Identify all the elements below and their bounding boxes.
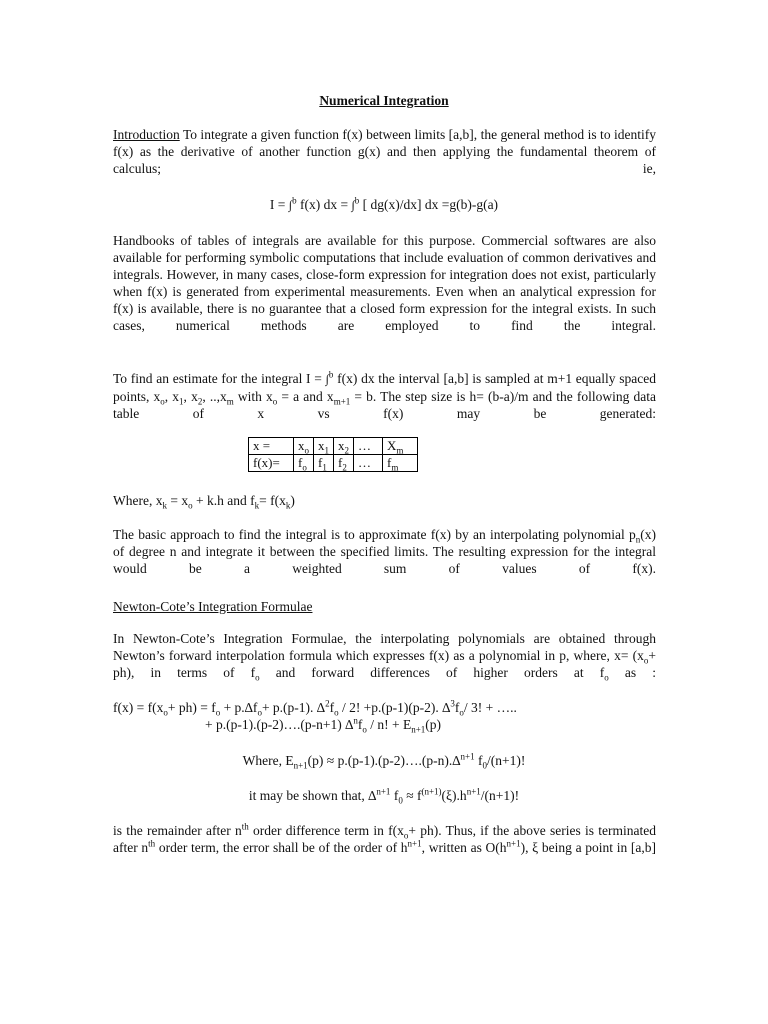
table-cell: $x_o$	[294, 438, 314, 455]
table-cell: x =	[249, 438, 294, 455]
table-cell: …	[354, 455, 383, 472]
intro-heading: Introduction	[113, 127, 180, 142]
where-definition: Where, $x_k = x_o + k.h$ and $f_k= f(x_k)$	[113, 493, 295, 511]
table-cell: f(x)=	[249, 455, 294, 472]
paragraph-remainder: is the remainder after $n^{th}$ order difference term in $f(x_o+ ph)$. Thus, if the above series is terminated after $n^{th}$ order term, the error shall be of the order of $h^{n+1}$, written as $O(h^{n+1})$, ξ being a point in [a,b]	[113, 821, 656, 855]
table-cell: $f_o$	[294, 455, 314, 472]
table-row	[249, 455, 418, 472]
table-cell: $f_1$	[314, 455, 334, 472]
table-row	[249, 438, 418, 455]
equation-integral-definition: I = ∫$^b$ f(x) dx = ∫$^b$ [ dg(x)/dx] dx =g(b)-g(a)	[269, 195, 499, 212]
table-cell: $X_m$	[383, 438, 418, 455]
equation-difference-estimate: it may be shown that, ∆$^{n+1}$ $f_0 \approx f^{(n+1)}(\xi).h^{n+1}/(n+1)$!	[248, 786, 520, 806]
table-cell: $f_m$	[383, 455, 418, 472]
paragraph-estimate: To find an estimate for the integral I = ∫$^b$ f(x) dx the interval [a,b] is sampled at m+1 equally spaced points, $x_o$, $x_1$, $x_2$, $..,x_m$ with $x_o = a$ and $x_{m+1} = b$. The step size is h= (b-a)/m and the following data table of x vs f(x) may be generated:	[113, 369, 656, 421]
paragraph-basic-approach: The basic approach to find the integral is to approximate f(x) by an interpolating polynomial $p_n(x)$ of degree n and integrate it between the specified limits. The resulting expression for the integral would be a weighted sum of values of f(x).	[113, 527, 656, 576]
equation-newton-forward-line1: $f(x) = f(x_o+ ph) = f_o + p.\Delta f_o+ p.(p-1)$. $\Delta^2f_o / 2$! +p.(p-1)(p-2). $\Delta^3f_o/$ 3! + …..	[113, 698, 517, 718]
data-table	[248, 437, 418, 472]
paragraph-handbooks: Handbooks of tables of integrals are available for this purpose. Commercial softwares are also available for performing symbolic computations that include evaluation of common derivatives and integrals. However, in many cases, close-form expression for integration does not exist, particularly when f(x) is generated from experimental measurements. Even when an analytical expression for f(x) is available, there is no guarantee that a closed form expression for the integral exists. In such cases, numerical methods are employed to find the integral.	[113, 233, 656, 333]
intro-paragraph	[113, 126, 656, 194]
section-heading-newton-cotes: Newton-Cote’s Integration Formulae	[113, 599, 313, 614]
table-cell: …	[354, 438, 383, 455]
intro-text: To integrate a given function f(x) between limits [a,b], the general method is to identify f(x) as the derivative of another function g(x) and then applying the fundamental theorem of calculus; ie,	[113, 127, 656, 176]
table-cell: $f_2$	[334, 455, 354, 472]
paragraph-newton-cotes: In Newton-Cote’s Integration Formulae, the interpolating polynomials are obtained through Newton’s forward interpolation formula which expresses f(x) as a polynomial in p, where, $x= (x_o+ ph)$, in terms of $f_o$ and forward differences of higher orders at $f_o$ as :	[113, 631, 656, 683]
equation-remainder: Where, $E_{n+1}(p)$ ≈ p.(p-1).(p-2)….(p-n).∆$^{n+1}$ $f_0/(n+1)$!	[242, 751, 526, 771]
page-title: Numerical Integration	[319, 93, 449, 108]
equation-newton-forward-line2: + p.(p-1).(p-2)….(p-n+1) $\Delta^nf_o$ / n! + $E_{n+1}(p)$	[205, 715, 442, 735]
table-cell: $x_2$	[334, 438, 354, 455]
table-cell: $x_1$	[314, 438, 334, 455]
